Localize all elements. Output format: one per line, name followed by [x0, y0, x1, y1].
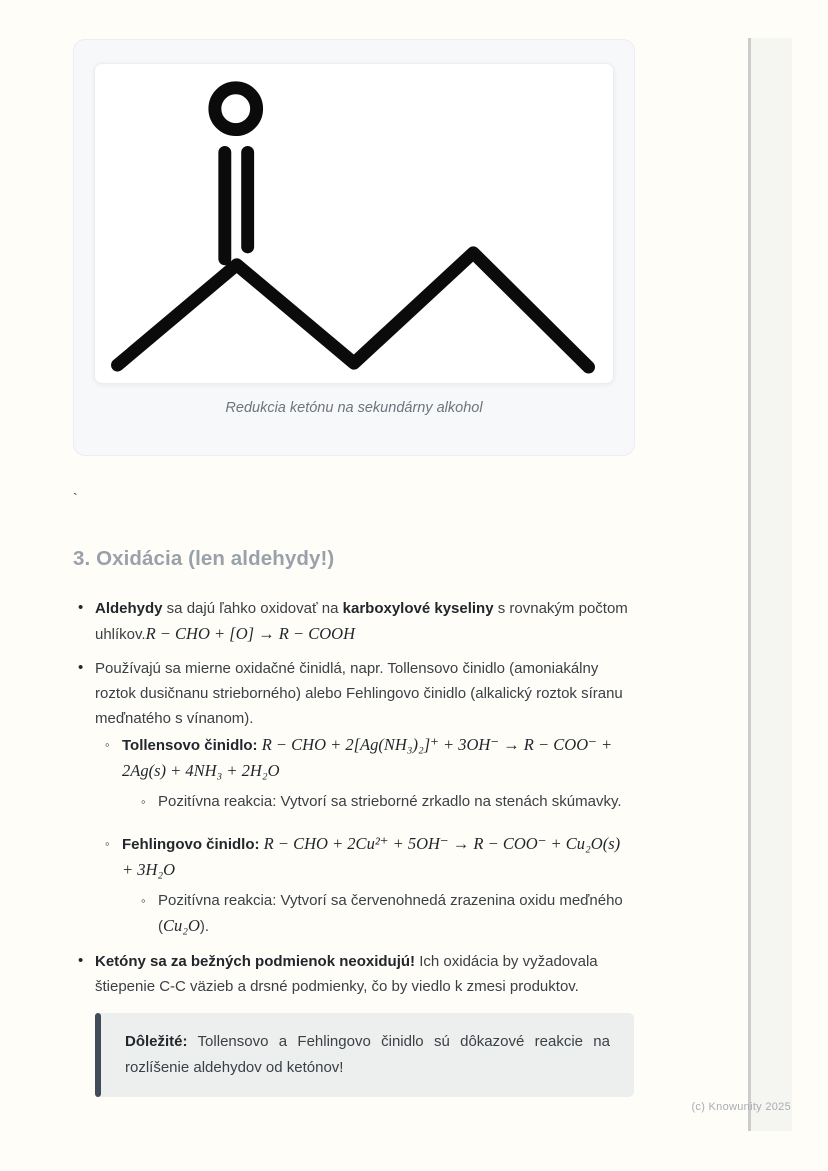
list-item-ketony — [73, 949, 635, 999]
figure-card — [73, 39, 635, 456]
figure-image-panel — [94, 63, 614, 384]
list-item-cinidla — [73, 656, 635, 731]
math-equation: R − CHO + 2[Ag(NH₃)₂]⁺ + 3OH⁻ → R − COO⁻ + 2Ag(s) + 4NH₃ + 2H₂O — [122, 735, 613, 780]
list-item-tollens-note — [73, 789, 635, 814]
document-page — [73, 0, 635, 1097]
ketone-molecule-drawing — [95, 64, 613, 383]
list-item-aldehydy — [73, 596, 635, 647]
math-inline: Cu₂O — [163, 916, 200, 935]
section-heading: 3. Oxidácia (len aldehydy!) — [73, 547, 335, 570]
bullet-circle-icon: ◦ — [141, 794, 146, 809]
stray-backtick: ` — [73, 490, 78, 506]
math-equation: R − CHO + [O] → R − COOH — [145, 624, 356, 643]
bold-run: Ketóny sa za bežných podmienok neoxidujú! — [95, 953, 416, 970]
bold-run: Tollensovo činidlo: — [122, 737, 258, 754]
bullet-circle-icon: ◦ — [105, 737, 110, 752]
oxygen-atom-icon — [215, 88, 257, 130]
list-item-fehling-note — [73, 888, 635, 939]
text-run: Pozitívna reakcia: Vytvorí sa červenohnedá zrazenina oxidu meďného ( — [158, 892, 623, 935]
bullet-disc-icon: • — [78, 659, 84, 676]
figure-caption: Redukcia ketónu na sekundárny alkohol — [225, 400, 483, 416]
text-run: Používajú sa mierne oxidačné činidlá, napr. Tollensovo činidlo (amoniakálny roztok dusičnanu strieborného) alebo Fehlingovo činidlo (alkalický roztok síranu meďnatého s vínanom). — [95, 660, 623, 727]
bold-run: karboxylové kyseliny — [342, 600, 494, 617]
text-run: Ich oxidácia by vyžadovala štiepenie C-C väzieb a drsné podmienky, čo by viedlo k zmesi produktov. — [95, 953, 598, 995]
important-callout — [95, 1013, 634, 1097]
text-run: Pozitívna reakcia: Vytvorí sa strieborné zrkadlo na stenách skúmavky. — [158, 793, 622, 810]
bullet-disc-icon: • — [78, 599, 84, 616]
callout-label: Dôležité: — [125, 1033, 188, 1050]
bullet-disc-icon: • — [78, 952, 84, 969]
math-equation: R − CHO + 2Cu²⁺ + 5OH⁻ → R − COO⁻ + Cu₂O(s) + 3H₂O — [122, 834, 621, 879]
carbon-chain — [117, 253, 588, 367]
callout-text: Tollensovo a Fehlingovo činidlo sú dôkazové reakcie na rozlíšenie aldehydov od ketónov! — [125, 1033, 610, 1076]
text-run: s rovnakým počtom uhlíkov. — [95, 600, 628, 643]
bullet-circle-icon: ◦ — [105, 836, 110, 851]
bullet-circle-icon: ◦ — [141, 893, 146, 908]
bullet-list — [73, 596, 635, 999]
text-run: sa dajú ľahko oxidovať na — [162, 600, 343, 617]
bold-run: Fehlingovo činidlo: — [122, 836, 260, 853]
list-item-fehling — [73, 831, 635, 883]
list-item-tollens — [73, 732, 635, 784]
right-page-gutter — [748, 38, 792, 1131]
bold-run: Aldehydy — [95, 600, 163, 617]
text-run: ). — [199, 918, 210, 935]
callout-accent-bar — [95, 1013, 101, 1097]
copyright-watermark: (c) Knowunity 2025 — [691, 1101, 791, 1113]
